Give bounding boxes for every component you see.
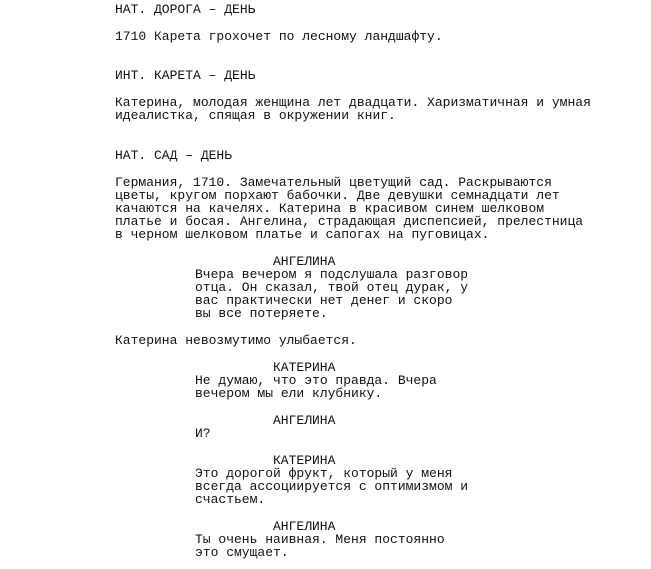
character-name: КАТЕРИНА: [273, 453, 336, 468]
dialogue-line: это смущает.: [195, 545, 289, 560]
dialogue-line: счастьем.: [195, 492, 266, 507]
action-line: цветы, кругом порхают бабочки. Две девушки семнадцати лет: [115, 188, 560, 203]
action-line: в черном шелковом платье и сапогах на пуговицах.: [115, 227, 490, 242]
dialogue-line: вас практически нет денег и скоро: [195, 293, 453, 308]
action-line: идеалистка, спящая в окружении книг.: [115, 108, 396, 123]
dialogue-line: вечером мы ели клубнику.: [195, 386, 383, 401]
character-name: АНГЕЛИНА: [273, 254, 336, 269]
dialogue-line: Вчера вечером я подслушала разговор: [195, 267, 469, 282]
character-name: АНГЕЛИНА: [273, 413, 336, 428]
dialogue-line: И?: [195, 426, 211, 441]
dialogue-line: отца. Он сказал, твой отец дурак, у: [195, 280, 469, 295]
action-line: Катерина, молодая женщина лет двадцати. Харизматичная и умная: [115, 95, 591, 110]
scene-heading-garden: НАТ. САД – ДЕНЬ: [115, 148, 233, 163]
character-name: АНГЕЛИНА: [273, 519, 336, 534]
dialogue-line: Это дорогой фрукт, который у меня: [195, 466, 453, 481]
action-line: 1710 Карета грохочет по лесному ландшафту.: [115, 29, 443, 44]
dialogue-line: вы все потеряете.: [195, 306, 328, 321]
action-line: Катерина невозмутимо улыбается.: [115, 333, 357, 348]
action-line: Германия, 1710. Замечательный цветущий сад. Раскрываются: [115, 175, 552, 190]
action-line: платье и босая. Ангелина, страдающая диспепсией, прелестница: [115, 214, 584, 229]
scene-heading-carriage: ИНТ. КАРЕТА – ДЕНЬ: [115, 68, 256, 83]
dialogue-line: Ты очень наивная. Меня постоянно: [195, 532, 445, 547]
scene-heading-road: НАТ. ДОРОГА – ДЕНЬ: [115, 2, 256, 17]
character-name: КАТЕРИНА: [273, 360, 336, 375]
dialogue-line: Не думаю, что это правда. Вчера: [195, 373, 437, 388]
action-line: качаются на качелях. Катерина в красивом синем шелковом: [115, 201, 545, 216]
dialogue-line: всегда ассоциируется с оптимизмом и: [195, 479, 469, 494]
